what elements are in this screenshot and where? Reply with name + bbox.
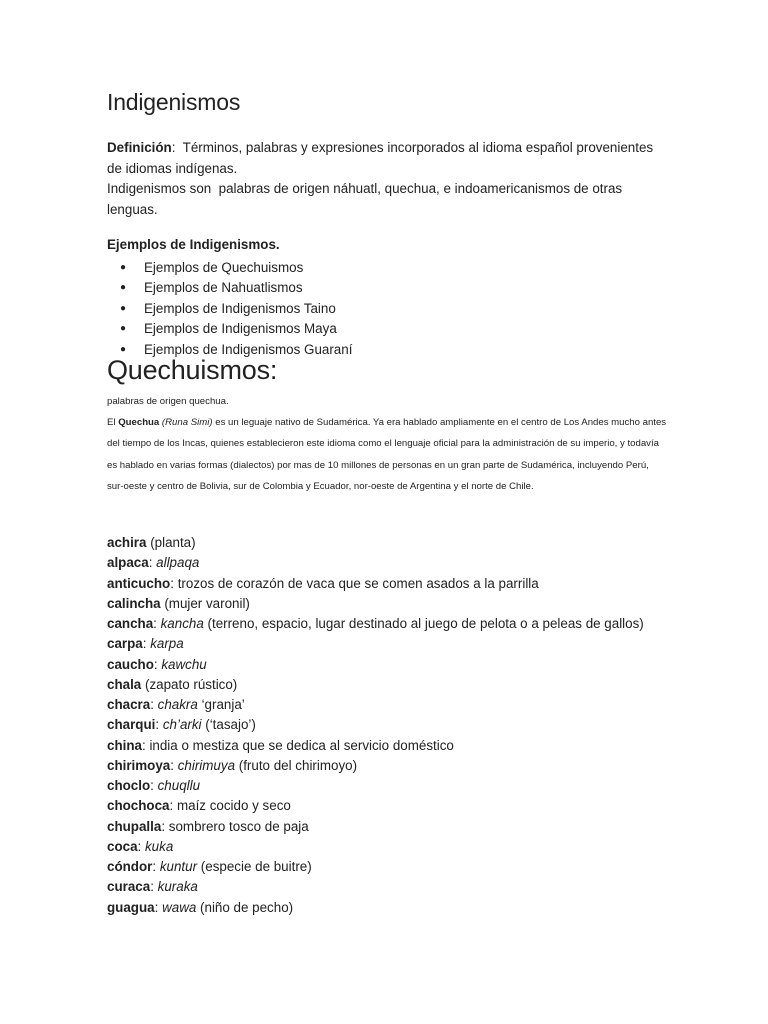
term-separator: :	[148, 555, 157, 571]
list-item	[107, 299, 352, 319]
term-entry	[107, 756, 644, 776]
term-entry	[107, 776, 644, 796]
bullet-icon: ●	[120, 323, 127, 335]
term-word: coca	[107, 838, 138, 854]
example-link[interactable]: Ejemplos de Indigenismos Taino	[144, 300, 336, 316]
term-origin: kancha	[160, 616, 204, 631]
desc-quechua-term: Quechua	[118, 417, 160, 428]
term-entry	[107, 574, 644, 594]
bullet-icon: ●	[120, 282, 127, 294]
term-separator: :	[170, 757, 178, 773]
bullet-icon: ●	[120, 302, 127, 314]
term-word: chochoca	[107, 798, 170, 814]
term-word: guagua	[107, 899, 155, 915]
bullet-icon: ●	[120, 343, 127, 355]
bullet-icon: ●	[120, 262, 127, 273]
term-separator: :	[154, 899, 163, 915]
definition-line	[107, 138, 667, 179]
term-origin: chirimuya	[177, 757, 236, 773]
term-entry	[107, 614, 644, 634]
desc-body: es un leguaje nativo de Sudamérica. Ya era hablado ampliamente en el centro de Los Andes mucho antes del tiempo de los Incas, quienes establecieron este idioma como el lenguaje oficial para la administración de su imperio, y todavía es hablado en varias formas (dialectos) por mas de 10 millones de personas en un gran parte de Sudamérica, incluyendo Perú, sur-oeste y centro de Bolivia, sur de Colombia y Ecuador, nor-oeste de Argentina y el norte de Chile.	[107, 417, 667, 493]
definition-text: Términos, palabras y expresiones incorporados al idioma español provenientes de idiomas indígenas.	[107, 140, 657, 176]
term-word: achira	[107, 535, 147, 550]
term-separator: :	[137, 838, 145, 854]
definition-paragraph	[107, 138, 667, 220]
term-word: choclo	[107, 778, 151, 793]
example-link[interactable]: Ejemplos de Nahuatlismos	[144, 280, 303, 296]
section-heading-quechuismos: Quechuismos:	[107, 355, 278, 385]
term-entry	[107, 857, 644, 877]
term-separator: :	[155, 717, 163, 733]
quechuismos-origin: palabras de origen quechua.	[107, 396, 229, 407]
quechuismos-description	[107, 412, 667, 498]
term-word: calincha	[107, 595, 161, 611]
term-entry	[107, 695, 644, 715]
term-word: carpa	[107, 636, 143, 652]
term-origin: kawchu	[161, 656, 207, 672]
term-note: (zapato rústico)	[144, 676, 238, 692]
term-word: china	[107, 737, 142, 753]
examples-heading: Ejemplos de Indigenismos.	[107, 237, 280, 252]
term-entry	[107, 837, 644, 857]
term-word: cóndor	[107, 859, 153, 874]
terms-list	[107, 533, 644, 918]
term-note: (niño de pecho)	[196, 899, 294, 915]
list-item	[107, 258, 352, 278]
term-note: trozos de corazón de vaca que se comen asados a la parrilla	[177, 575, 539, 591]
term-word: chala	[107, 676, 142, 692]
term-word: chupalla	[107, 818, 162, 834]
term-separator: :	[152, 859, 160, 874]
definition-label: Definición	[107, 140, 172, 155]
term-note: maíz cocido y seco	[176, 798, 291, 814]
term-separator: :	[142, 636, 151, 652]
term-origin: chakra	[157, 697, 198, 712]
term-note: india o mestiza que se dedica al servicio doméstico	[149, 737, 454, 753]
term-origin: kuka	[144, 838, 174, 854]
definition-colon: :	[171, 140, 176, 155]
term-separator: :	[153, 656, 162, 672]
term-separator: :	[141, 737, 150, 753]
term-entry	[107, 715, 644, 735]
example-link[interactable]: Ejemplos de Quechuismos	[144, 260, 304, 275]
term-entry	[107, 877, 644, 897]
list-item	[107, 319, 352, 339]
term-word: anticucho	[107, 575, 171, 591]
term-separator: :	[150, 697, 158, 712]
page-title: Indigenismos	[107, 89, 241, 115]
term-separator: :	[153, 616, 161, 631]
term-entry	[107, 634, 644, 654]
term-note: (‘tasajo’)	[201, 717, 256, 733]
term-entry	[107, 553, 644, 573]
term-word: charqui	[107, 717, 156, 733]
desc-runa-simi: (Runa Simi)	[159, 417, 213, 428]
term-separator: :	[170, 575, 178, 591]
example-link[interactable]: Ejemplos de Indigenismos Guaraní	[144, 341, 353, 357]
term-entry	[107, 655, 644, 675]
term-word: curaca	[107, 879, 151, 895]
term-origin: kuraka	[157, 879, 198, 895]
term-note: (terreno, espacio, lugar destinado al juego de pelota o a peleas de gallos)	[203, 616, 644, 631]
term-entry	[107, 675, 644, 695]
term-origin: wawa	[162, 899, 197, 915]
term-origin: chuqllu	[157, 778, 201, 793]
term-note: (especie de buitre)	[197, 859, 312, 874]
term-note: (planta)	[150, 535, 196, 550]
term-note: (fruto del chirimoyo)	[235, 757, 358, 773]
definition-text-2: Indigenismos son palabras de origen náhuatl, quechua, e indoamericanismos de otras lenguas.	[107, 181, 626, 217]
term-separator: :	[169, 798, 177, 814]
term-entry	[107, 594, 644, 614]
term-separator: :	[150, 879, 158, 895]
desc-prefix: El	[107, 417, 119, 428]
term-origin: karpa	[150, 636, 184, 652]
term-word: chacra	[107, 697, 151, 712]
term-entry	[107, 533, 644, 553]
term-origin: ch’arki	[162, 717, 202, 733]
term-note: ‘granja’	[197, 697, 245, 712]
example-link[interactable]: Ejemplos de Indigenismos Maya	[144, 321, 337, 337]
term-entry	[107, 796, 644, 816]
list-item	[107, 278, 352, 298]
term-separator: :	[150, 778, 158, 793]
term-word: caucho	[107, 656, 154, 672]
term-word: cancha	[107, 616, 154, 631]
term-word: alpaca	[107, 555, 149, 571]
examples-list	[107, 258, 352, 360]
term-entry	[107, 736, 644, 756]
term-word: chirimoya	[107, 757, 171, 773]
term-origin: kuntur	[159, 859, 198, 874]
term-note: (mujer varonil)	[164, 595, 250, 611]
term-note: sombrero tosco de paja	[168, 818, 309, 834]
term-separator: :	[161, 818, 169, 834]
term-origin: allpaqa	[156, 555, 200, 571]
term-entry	[107, 898, 644, 918]
term-entry	[107, 817, 644, 837]
